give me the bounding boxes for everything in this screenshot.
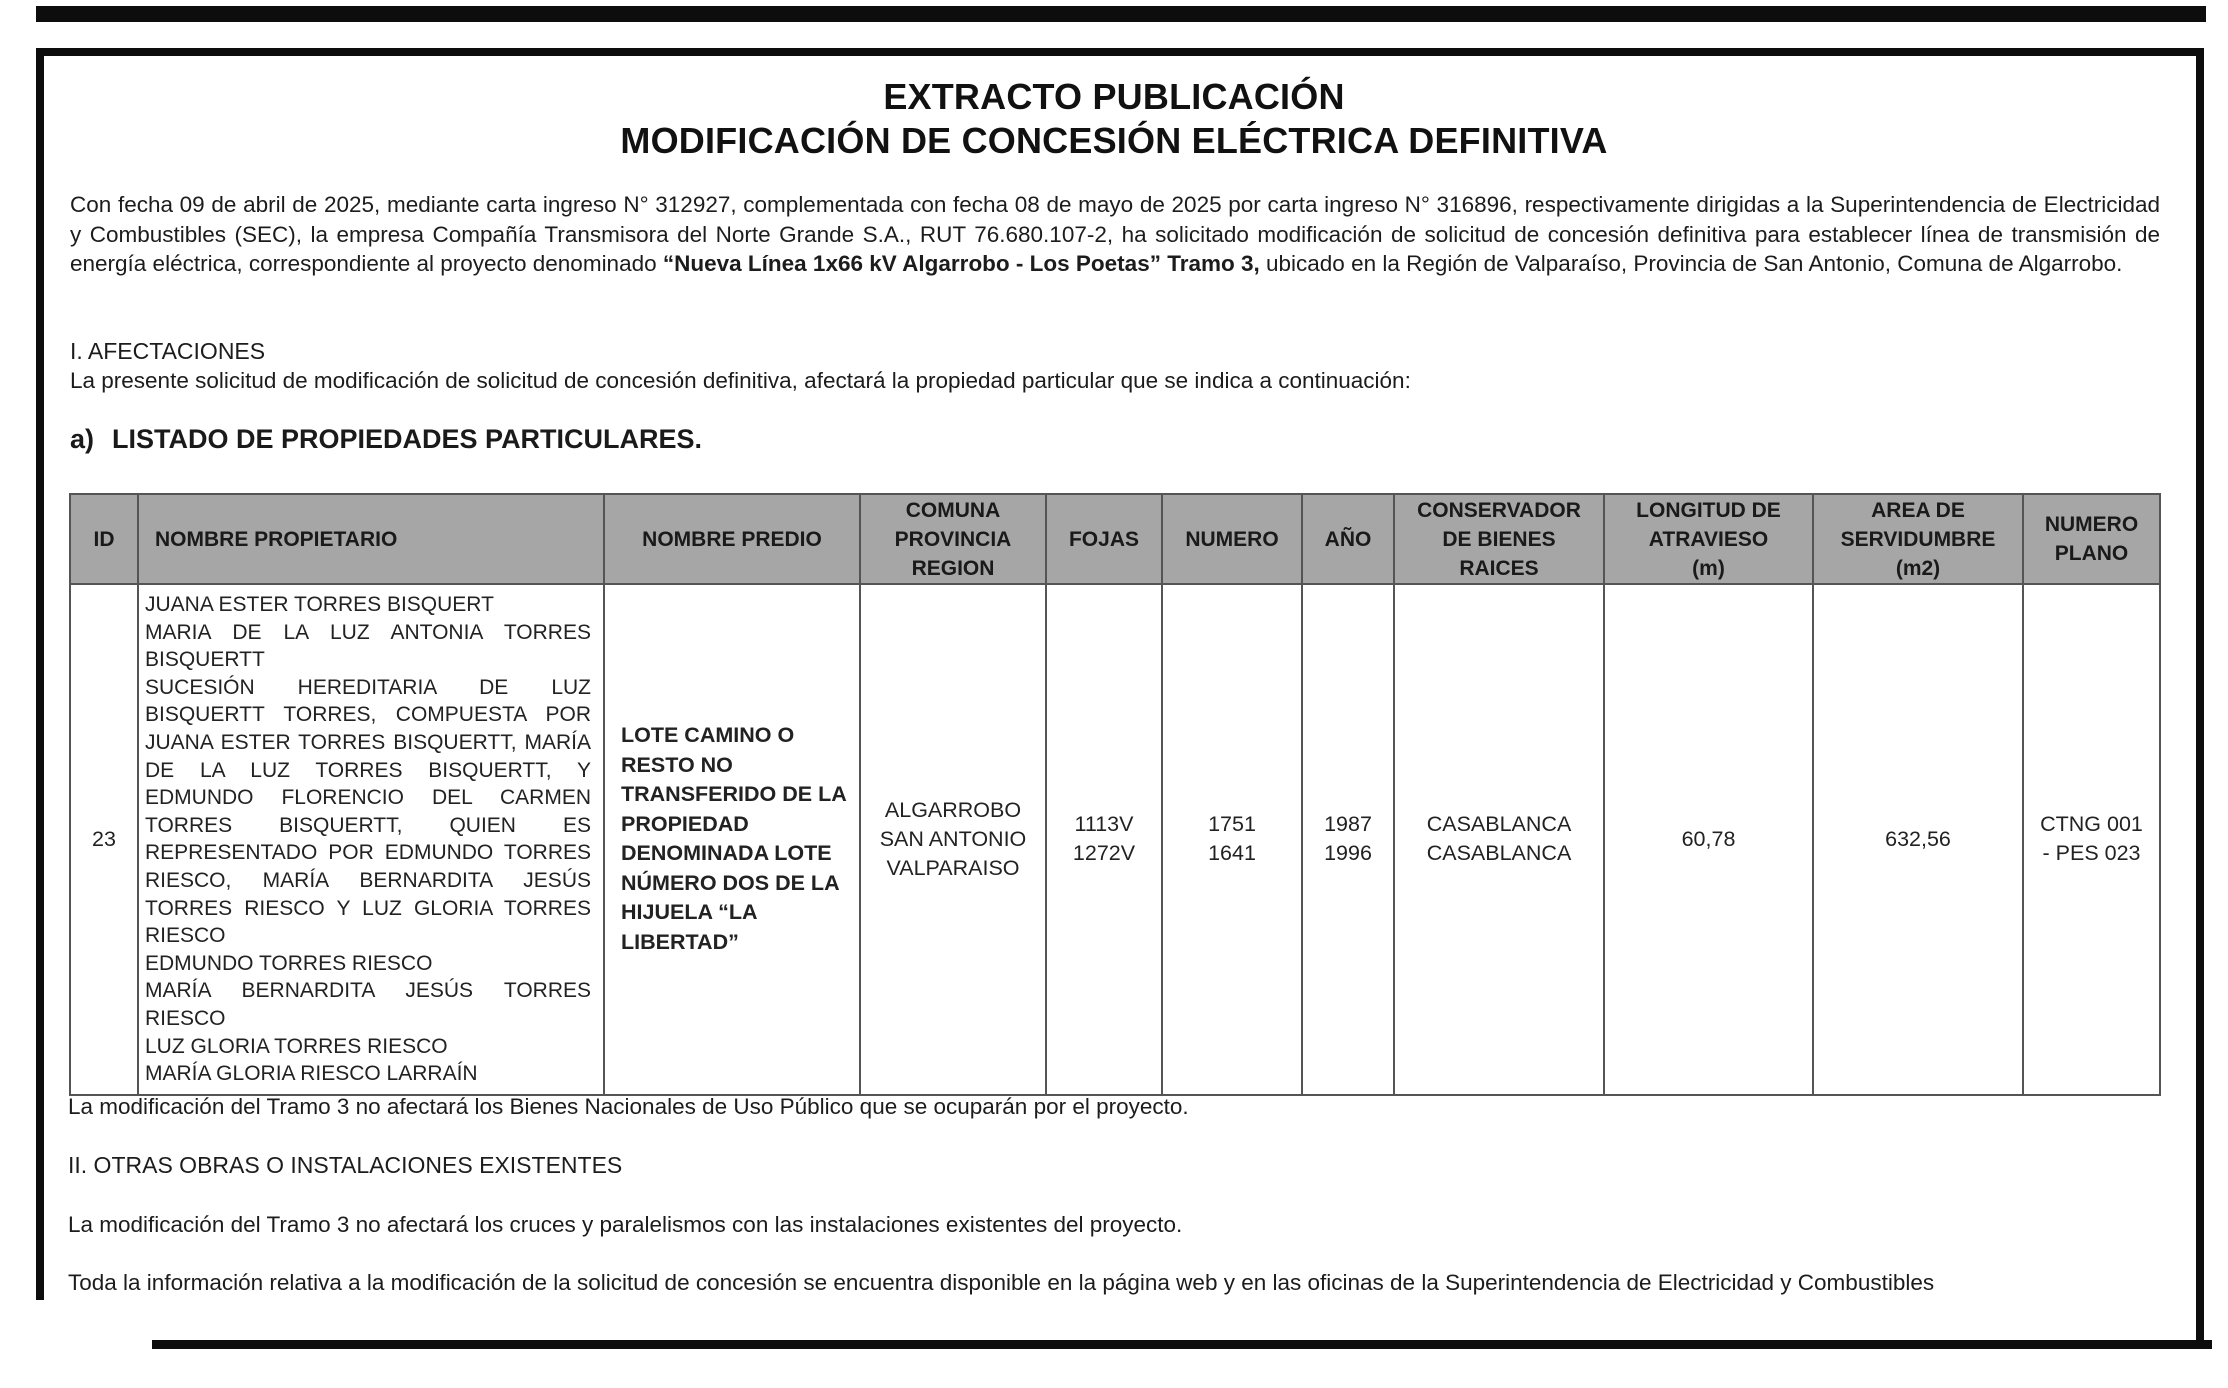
list-letter: a) <box>70 424 95 454</box>
note-informacion: Toda la información relativa a la modificación de la solicitud de concesión se encuentra disponible en la página web y en las oficinas de la Superintendencia de Electricidad y Combustibles <box>68 1270 1935 1295</box>
header-numero: NUMERO <box>1162 494 1302 584</box>
section-2-heading: II. OTRAS OBRAS O INSTALACIONES EXISTENTES <box>68 1152 623 1178</box>
intro-text-after: ubicado en la Región de Valparaíso, Provincia de San Antonio, Comuna de Algarrobo. <box>1259 251 2123 276</box>
bottom-rule <box>152 1340 2212 1349</box>
document-title: EXTRACTO PUBLICACIÓN <box>883 76 1345 117</box>
cell-anio: 1987 1996 <box>1302 584 1394 1095</box>
header-plano: NUMERO PLANO <box>2023 494 2160 584</box>
cell-id: 23 <box>70 584 138 1095</box>
table-header-row <box>70 494 2160 584</box>
note-bienes-nacionales: La modificación del Tramo 3 no afectará los Bienes Nacionales de Uso Público que se ocuparán por el proyecto. <box>68 1094 1189 1119</box>
document-subtitle: MODIFICACIÓN DE CONCESIÓN ELÉCTRICA DEFINITIVA <box>620 120 1608 161</box>
cell-longitud: 60,78 <box>1604 584 1813 1095</box>
cell-owners <box>138 584 604 1095</box>
owner-line: JUANA ESTER TORRES BISQUERT <box>145 593 494 616</box>
cell-predio: LOTE CAMINO O RESTO NO TRANSFERIDO DE LA PROPIEDAD DENOMINADA LOTE NÚMERO DOS DE LA HIJUELA “LA LIBERTAD” <box>604 584 860 1095</box>
properties-table <box>69 493 2161 1096</box>
intro-paragraph <box>70 190 2160 279</box>
section-1-description: La presente solicitud de modificación de solicitud de concesión definitiva, afectará la propiedad particular que se indica a continuación: <box>70 368 1411 393</box>
project-name: “Nueva Línea 1x66 kV Algarrobo - Los Poetas” Tramo 3, <box>662 251 1260 276</box>
owner-line: LUZ GLORIA TORRES RIESCO <box>145 1034 448 1058</box>
note-cruces: La modificación del Tramo 3 no afectará los cruces y paralelismos con las instalaciones existentes del proyecto. <box>68 1212 1183 1237</box>
header-conservador: CONSERVADOR DE BIENES RAICES <box>1394 494 1604 584</box>
header-comuna: COMUNA PROVINCIA REGION <box>860 494 1046 584</box>
cell-fojas: 1113V 1272V <box>1046 584 1162 1095</box>
cell-plano: CTNG 001 - PES 023 <box>2023 584 2160 1095</box>
header-predio: NOMBRE PREDIO <box>604 494 860 584</box>
section-1-heading: I. AFECTACIONES <box>70 338 266 364</box>
frame-gap <box>36 1300 152 1348</box>
table-row <box>70 584 2160 1095</box>
cell-numero: 1751 1641 <box>1162 584 1302 1095</box>
intro-text-before: Con fecha 09 de abril de 2025, mediante carta ingreso N° 312927, complementada con fecha 08 de mayo de 2025 por carta ingreso N° 316896, respectivamente dirigidas a la Superintendencia de Electricidad y Combustibles (SEC), la empresa Compañía Transmisora del Norte Grande S.A., RUT 76.680.107-2, ha solicitado modificación de solicitud de concesión definitiva para establecer línea de transmisión de energía eléctrica, correspondiente al proyecto denominado <box>70 192 2160 276</box>
owner-line: MARÍA BERNARDITA JESÚS TORRES RIESCO <box>145 979 591 1030</box>
cell-conservador: CASABLANCA CASABLANCA <box>1394 584 1604 1095</box>
owner-line: EDMUNDO TORRES RIESCO <box>145 951 433 975</box>
header-area: AREA DE SERVIDUMBRE (m2) <box>1813 494 2023 584</box>
header-owner: NOMBRE PROPIETARIO <box>138 494 604 584</box>
list-heading <box>70 424 702 455</box>
header-longitud: LONGITUD DE ATRAVIESO (m) <box>1604 494 1813 584</box>
cell-comuna: ALGARROBO SAN ANTONIO VALPARAISO <box>860 584 1046 1095</box>
top-rule <box>36 6 2206 22</box>
owner-line: MARÍA GLORIA RIESCO LARRAÍN <box>145 1062 478 1086</box>
header-id: ID <box>70 494 138 584</box>
owner-line: MARIA DE LA LUZ ANTONIA TORRES BISQUERTT <box>145 620 591 672</box>
header-anio: AÑO <box>1302 494 1394 584</box>
owner-line: SUCESIÓN HEREDITARIA DE LUZ BISQUERTT TORRES, COMPUESTA POR JUANA ESTER TORRES BISQUERTT, MARÍA DE LA LUZ TORRES BISQUERTT, Y EDMUNDO FLORENCIO DEL CARMEN TORRES BISQUERTT, QUIEN ES REPRESENTADO POR EDMUNDO TORRES RIESCO, MARÍA BERNARDITA JESÚS TORRES RIESCO Y LUZ GLORIA TORRES RIESCO <box>145 675 591 948</box>
header-fojas: FOJAS <box>1046 494 1162 584</box>
cell-area: 632,56 <box>1813 584 2023 1095</box>
list-title: LISTADO DE PROPIEDADES PARTICULARES. <box>112 424 703 454</box>
